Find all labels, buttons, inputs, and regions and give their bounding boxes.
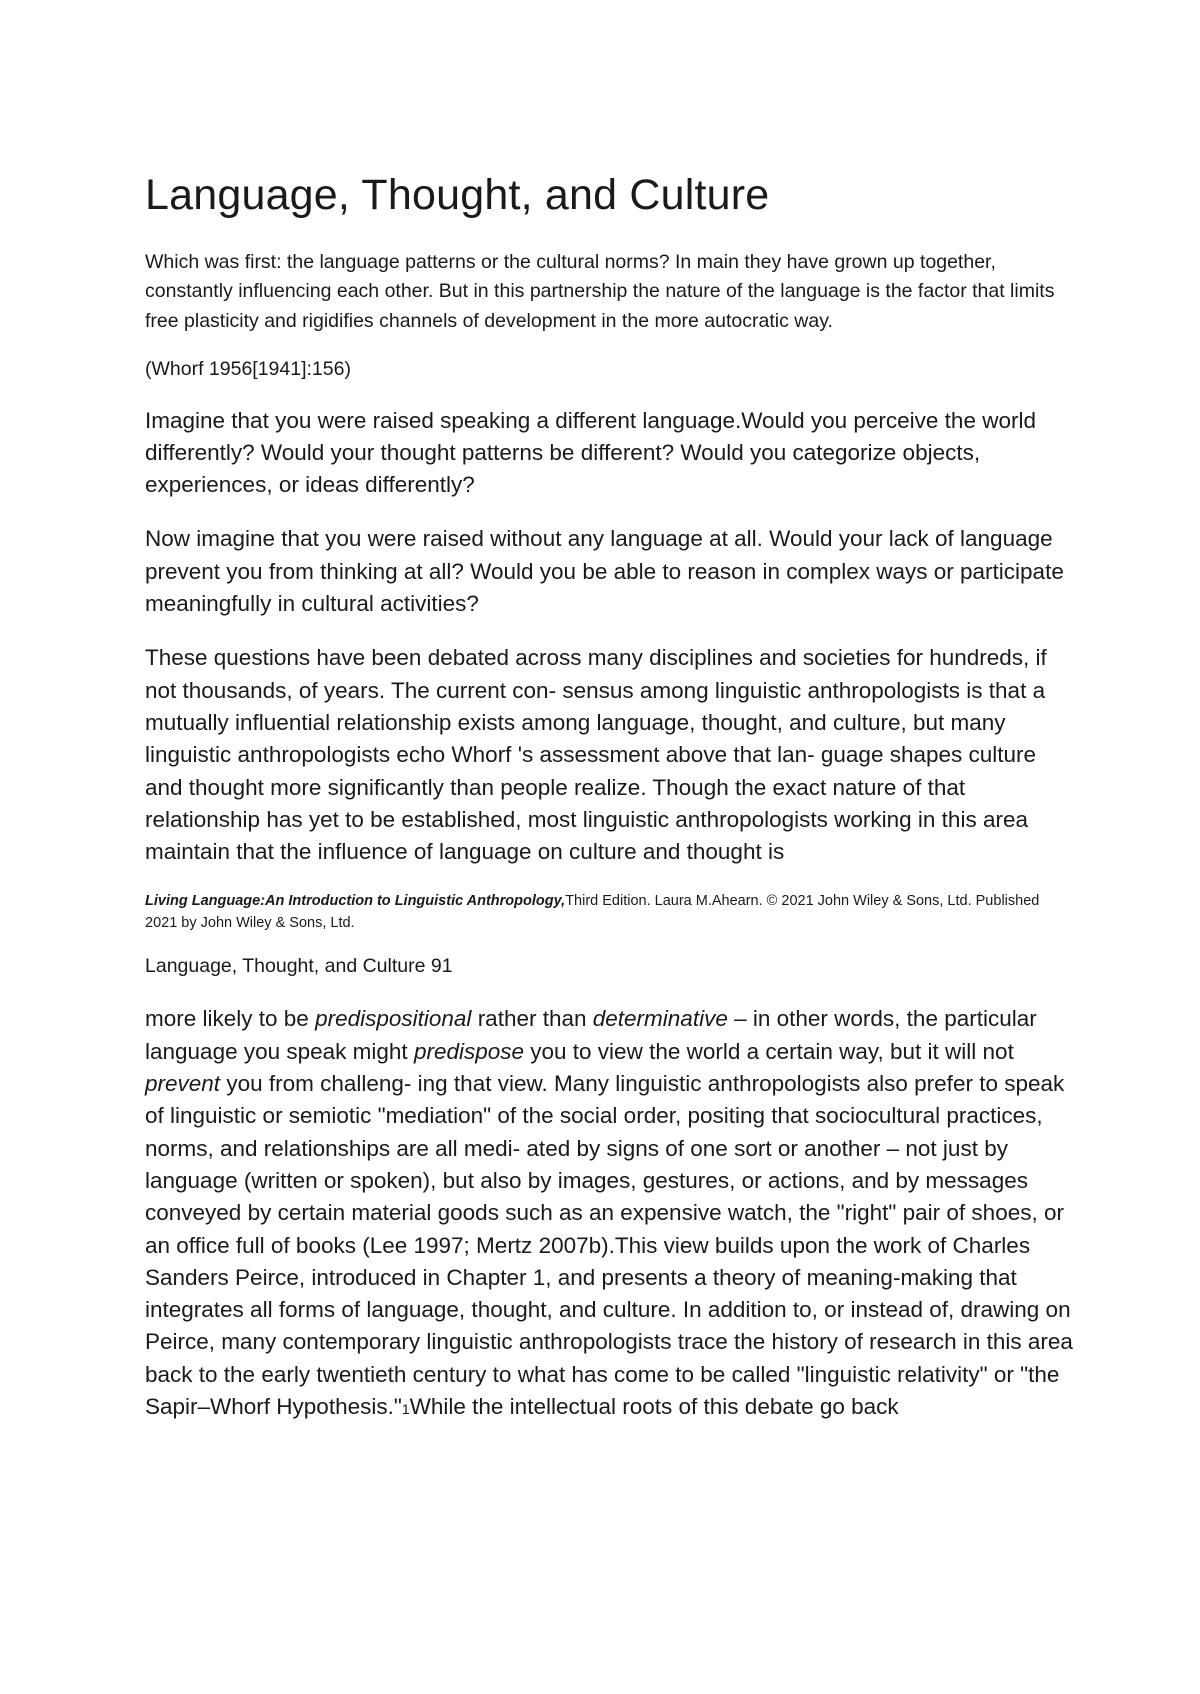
paragraph-3: These questions have been debated across many disciplines and societies for hundreds, if not thousands, of years. The current con- sensus among linguistic anthropologists is that a mutually influential relationship exists among language, thought, and culture, but many linguistic anthropologists echo Whorf 's assessment above that lan- guage shapes culture and thought more significantly than people realize. Though the exact nature of that relationship has yet to be established, most linguistic anthropologists working in this area maintain that the influence of language on culture and thought is xyxy=(145,645,1047,865)
paragraph-4-text-1: more likely to be xyxy=(145,1006,316,1032)
document-page xyxy=(145,170,1075,1447)
paragraph-4-italic-3: predispose xyxy=(413,1038,525,1064)
paragraph-4-text-5: you from challeng- ing that view. Many linguistic anthropologists also prefer to speak of linguistic or semiotic "mediation" of the social order, positing that sociocultural practices, norms, and relationships are all medi- ated by signs of one sort or another – not just by language (written or spoken), but also by images, gestures, or actions, and by messages conveyed by certain material goods such as an expensive watch, the "right" pair of shoes, or an office full of books (Lee 1997; Mertz 2007b).This view builds upon the work of Charles Sanders Peirce, introduced in Chapter 1, and presents a theory of meaning-making that integrates all forms of language, thought, and culture. In addition to, or instead of, drawing on Peirce, many contemporary linguistic anthropologists trace the history of research in this area back to the early twentieth century to what has come to be called "linguistic relativity" or "the Sapir–Whorf Hypothesis." xyxy=(145,1071,1073,1420)
footnote-book-title: Living Language:An Introduction to Linguistic Anthropology, xyxy=(145,893,566,910)
paragraph-4-italic-4: prevent xyxy=(145,1071,221,1097)
page-title: Language, Thought, and Culture xyxy=(145,171,770,219)
paragraph-4 xyxy=(145,1003,1075,1425)
paragraph-4-italic-2: determinative xyxy=(592,1006,728,1032)
paragraph-4-text-4: you to view the world a certain way, but it will not xyxy=(524,1038,1014,1064)
paragraph-2: Now imagine that you were raised without any language at all. Would your lack of language prevent you from thinking at all? Would you be able to reason in complex ways or participate meaningfully in cultural activities? xyxy=(145,526,1064,617)
paragraph-4-text-6: While the intellectual roots of this debate go back xyxy=(409,1394,899,1420)
footnote-reference-mark: 1 xyxy=(401,1401,410,1418)
running-head: Language, Thought, and Culture 91 xyxy=(145,955,453,978)
paragraph-1: Imagine that you were raised speaking a different language.Would you perceive the world differently? Would your thought patterns be different? Would you categorize objects, experiences, or ideas differently? xyxy=(145,407,1036,498)
paragraph-4-text-3: – in other words, the particular language you speak might xyxy=(145,1006,1037,1064)
epigraph-citation: (Whorf 1956[1941]:156) xyxy=(145,358,351,381)
paragraph-4-italic-1: predispositional xyxy=(315,1006,472,1032)
copyright-footnote xyxy=(145,890,1075,934)
epigraph-quote: Which was first: the language patterns or the cultural norms? In main they have grown up together, constantly influencing each other. But in this partnership the nature of the language is the factor that limits free plasticity and rigidifies channels of development in the more autocratic way. xyxy=(145,250,1055,332)
footnote-details: Third Edition. Laura M.Ahearn. © 2021 John Wiley & Sons, Ltd. Published 2021 by John Wiley & Sons, Ltd. xyxy=(145,893,1040,932)
paragraph-4-text-2: rather than xyxy=(471,1006,593,1032)
